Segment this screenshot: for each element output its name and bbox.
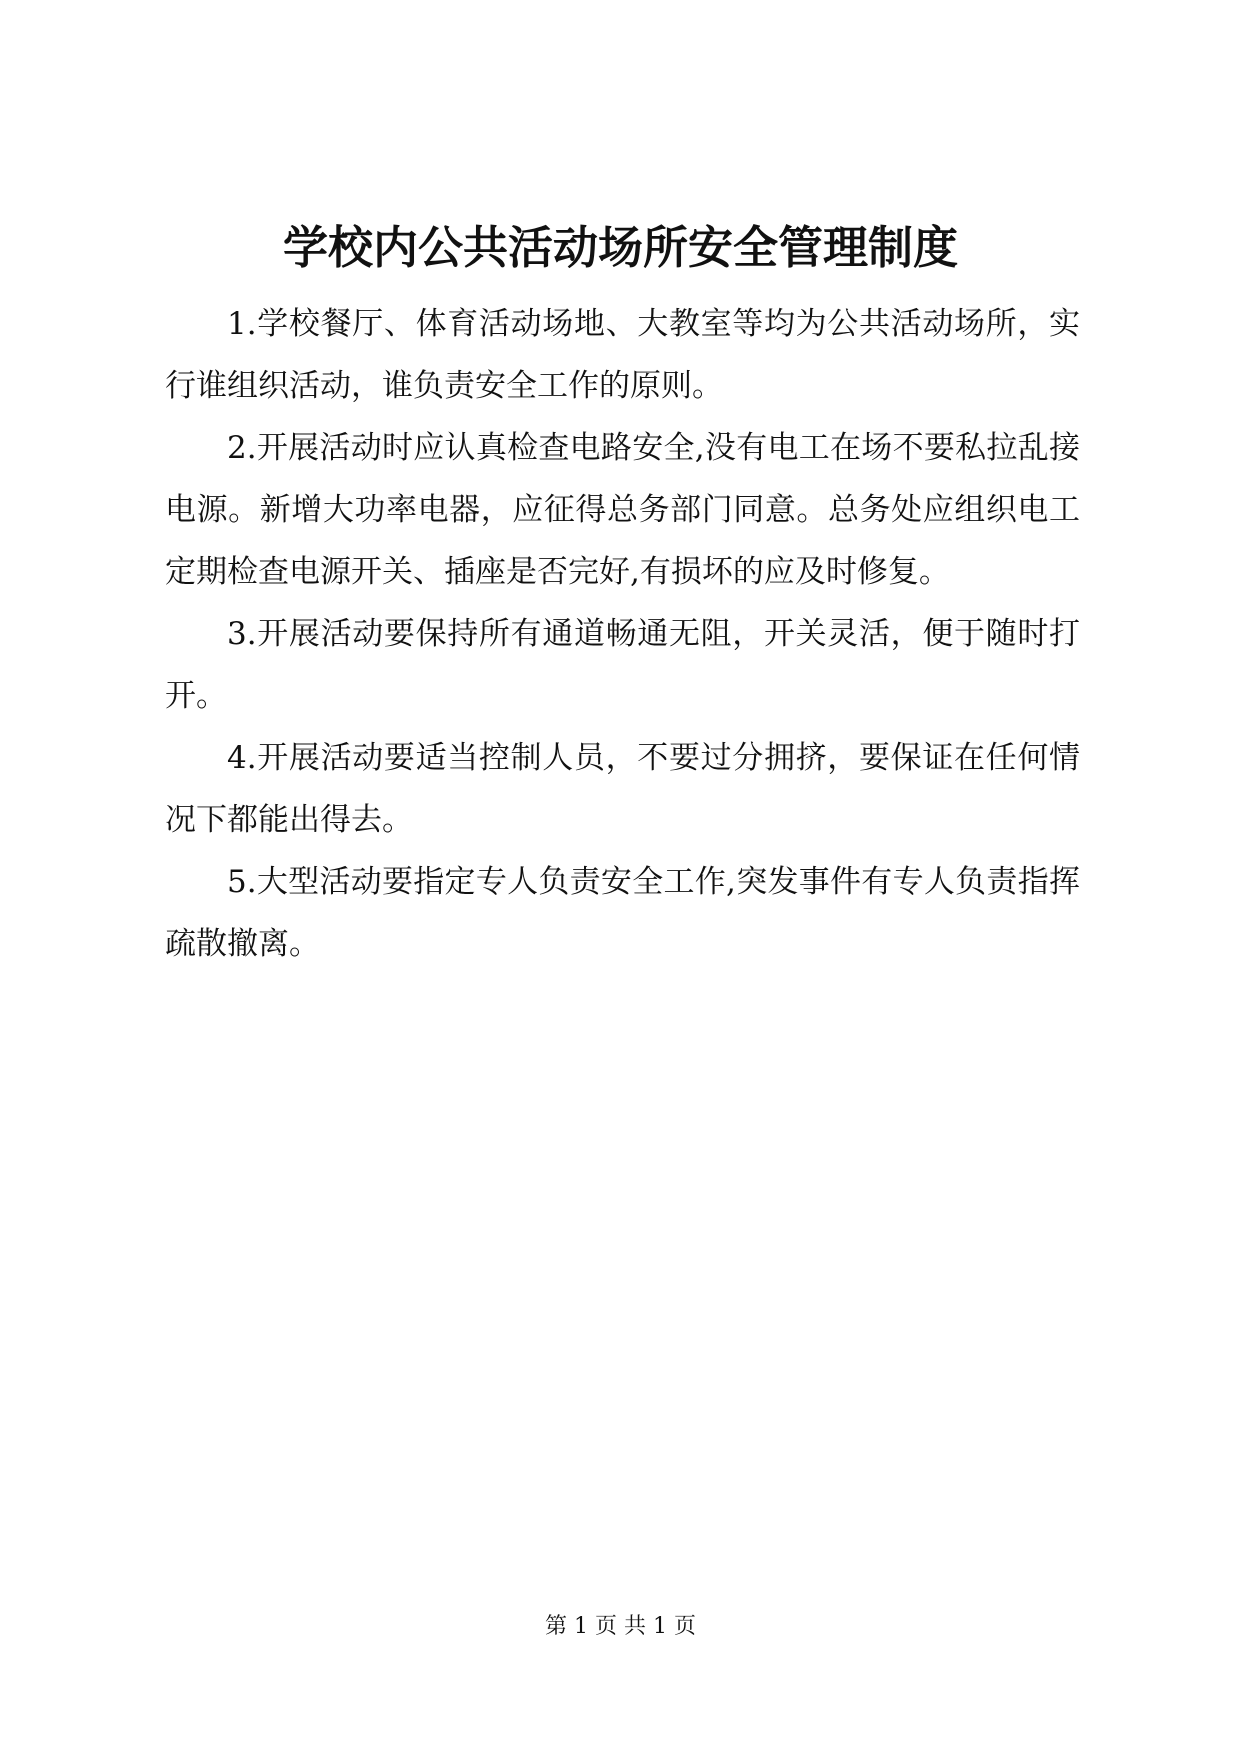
document-body [165,293,1080,975]
document-title: 学校内公共活动场所安全管理制度 [282,221,958,274]
paragraph-1: 1.学校餐厅、体育活动场地、大教室等均为公共活动场所，实行谁组织活动，谁负责安全工作的原则。 [165,306,1080,404]
paragraph-3: 3.开展活动要保持所有通道畅通无阻，开关灵活，便于随时打开。 [165,616,1080,714]
paragraph-5: 5.大型活动要指定专人负责安全工作,突发事件有专人负责指挥疏散撤离。 [165,864,1080,962]
paragraph-2: 2.开展活动时应认真检查电路安全,没有电工在场不要私拉乱接电源。新增大功率电器，应征得总务部门同意。总务处应组织电工定期检查电源开关、插座是否完好,有损坏的应及时修复。 [165,430,1080,590]
paragraph-4: 4.开展活动要适当控制人员，不要过分拥挤，要保证在任何情况下都能出得去。 [165,740,1080,838]
page-number-footer: 第 1 页 共 1 页 [545,1614,696,1639]
